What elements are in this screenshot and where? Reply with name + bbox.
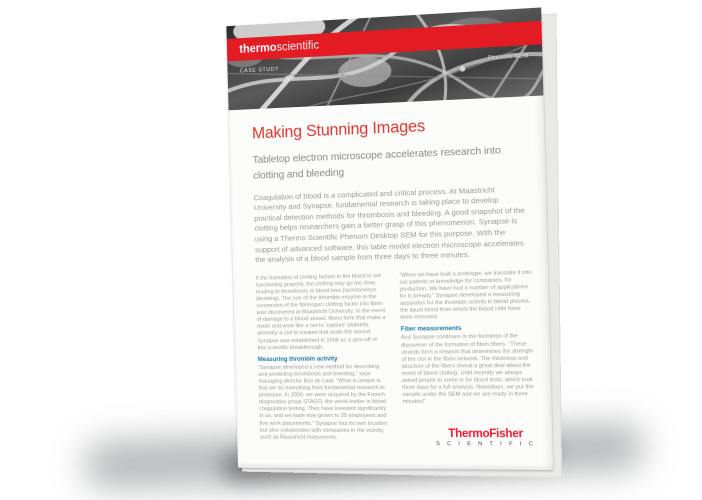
two-column-body bbox=[256, 269, 538, 446]
page-content bbox=[229, 95, 554, 470]
brand-wordmark bbox=[227, 39, 319, 56]
doc-product-label: Phenom SEM bbox=[487, 53, 529, 62]
left-column-paragraph-2: “Synapse developed a new method for describing and predicting thrombosis and bleeding,” says managing director Bas de Laat. “What is unique is that we do everything from fundamental research to prototype. In 2000, we were acquired by the French diagnostics group STAGO, the world leader in blood coagulation testing. They have invested significantly in us, and we have now grown to 35 employees and five work placements.” Synapse has its own location but also collaborates with companies in the vicinity, such as Maastricht Instruments. bbox=[258, 363, 388, 441]
thermofisher-logo bbox=[436, 429, 536, 448]
intro-paragraph: Coagulation of blood is a complicated and critical process. At Maastricht University and Synapse, fundamental research is taking place to develop practical detection methods for thrombosis and bleeding. A good snapshot of the clotting helps researchers gain a better grasp of this phenomenon. Synapse is using a Thermo Scientific Phenom Desktop SEM for this purpose. With the support of advanced software, this table model electron microscope accelerates the analysis of a blood sample from three days to three minutes. bbox=[253, 184, 525, 265]
right-column-heading: Fiber measurements bbox=[400, 325, 462, 334]
thermofisher-logo-scientific: S C I E N T I F I C bbox=[435, 441, 537, 448]
doc-type-label: CASE STUDY bbox=[239, 66, 280, 75]
hero-image-area bbox=[226, 7, 543, 110]
thermofisher-logo-wordmark: ThermoFisher bbox=[448, 428, 523, 441]
brand-wordmark-bold: thermo bbox=[239, 41, 277, 56]
right-column bbox=[399, 269, 538, 446]
right-column-paragraph-2: And Synapse continues in the footsteps of the discoverer of the formation of fibrin fibers. “These strands form a network that determines the strength of the clot in the fibrin network. The thickness and structure of the fibers reveal a great deal about the event of blood clotting. Until recently we always asked people to come in for blood tests, which took three days for a full analysis. Nowadays, we put the sample under the SEM and we are ready in three minutes!” bbox=[400, 333, 534, 406]
page-title: Making Stunning Images bbox=[251, 117, 426, 143]
case-study-page bbox=[226, 7, 553, 470]
left-column-paragraph-1: If the formation of clotting factors in the blood is not functioning properly, the clotting may go too slow, leading to thrombosis or blood loss (spontaneous bleeding). The role of the thrombin enzyme in the conversion of the fibrinogen clotting factor into fibrin was discovered at Maastricht University. In the event of damage to a blood vessel, fibers form that make a mesh and work like a net to ‘capture’ platelets, whereby a clot is created that seals the wound. Synapse was established in 1998 as a spin-off of this scientific breakthrough. bbox=[255, 272, 386, 351]
right-column-paragraph-1: “When we have built a prototype, we translate it into our patents or knowledge for companies, for production. We have had a number of applications for it already.” Synapse developed a measuring apparatus for the thrombin activity in blood plasma, the liquid blood from which the blood cells have been removed. bbox=[399, 269, 532, 322]
left-column bbox=[256, 273, 389, 446]
brand-wordmark-light: scientific bbox=[276, 39, 320, 54]
left-column-heading: Measuring thrombin activity bbox=[257, 355, 338, 363]
page-subtitle: Tabletop electron microscope accelerates research into clotting and bleeding bbox=[252, 144, 502, 182]
